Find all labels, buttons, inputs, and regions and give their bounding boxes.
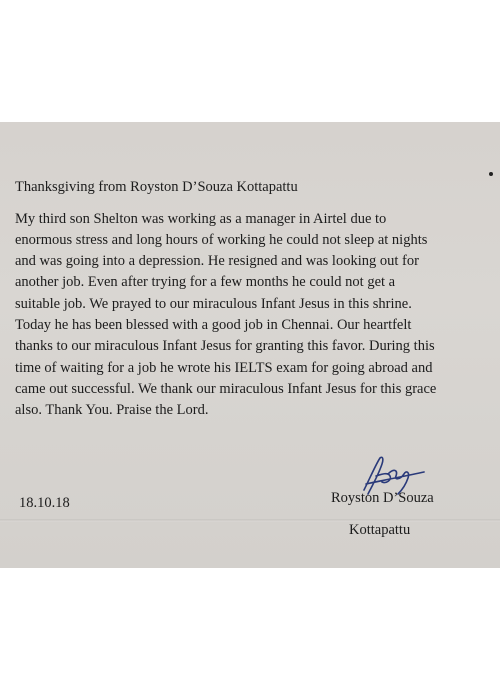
letter-line-4: another job. Even after trying for a few months he could not get a: [15, 274, 396, 290]
paper-fold-line: [0, 519, 500, 522]
letter-line-3: and was going into a depression. He resigned and was looking out for: [15, 253, 419, 269]
letter-line-8: time of waiting for a job he wrote his IELTS exam for going abroad and: [15, 360, 433, 376]
letter-line-1: My third son Shelton was working as a manager in Airtel due to: [15, 211, 387, 227]
letter-title: Thanksgiving from Royston D’Souza Kottapattu: [15, 179, 298, 195]
signatory-place: Kottapattu: [349, 522, 411, 538]
letter-line-9: came out successful. We thank our miraculous Infant Jesus for this grace: [15, 381, 437, 397]
document-photo: [0, 122, 500, 568]
signatory-name: Royston D’Souza: [331, 490, 434, 506]
letter-line-6: Today he has been blessed with a good job in Chennai. Our heartfelt: [15, 317, 412, 333]
letter-line-10: also. Thank You. Praise the Lord.: [15, 402, 209, 418]
ink-dot: [489, 172, 493, 176]
letter-line-5: suitable job. We prayed to our miraculous Infant Jesus in this shrine.: [15, 296, 412, 312]
letter-line-2: enormous stress and long hours of working he could not sleep at nights: [15, 232, 428, 248]
letter-line-7: thanks to our miraculous Infant Jesus for granting this favor. During this: [15, 338, 435, 354]
letter-date: 18.10.18: [19, 495, 70, 511]
